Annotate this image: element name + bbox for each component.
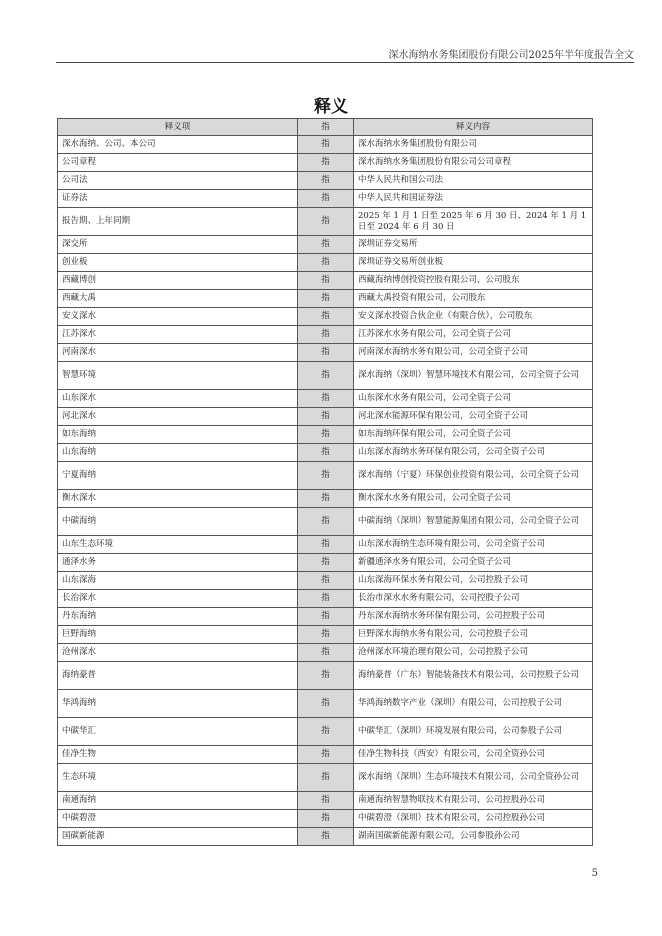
definition-cell: 西藏海纳博创投资控股有限公司，公司股东 (354, 272, 593, 290)
indicator-cell: 指 (298, 172, 354, 190)
indicator-cell: 指 (298, 344, 354, 362)
term-cell: 深交所 (58, 236, 298, 254)
definition-cell: 山东深海环保水务有限公司，公司控股子公司 (354, 572, 593, 590)
indicator-cell: 指 (298, 490, 354, 508)
table-header-row (58, 119, 593, 136)
term-cell: 宁夏海纳 (58, 462, 298, 490)
definition-cell: 山东深水海纳水务环保有限公司，公司全资子公司 (354, 444, 593, 462)
table-row (58, 508, 593, 536)
table-row (58, 590, 593, 608)
term-cell: 山东生态环境 (58, 536, 298, 554)
table-row (58, 810, 593, 828)
indicator-cell: 指 (298, 326, 354, 344)
definition-cell: 中华人民共和国公司法 (354, 172, 593, 190)
table-row (58, 444, 593, 462)
indicator-cell: 指 (298, 644, 354, 662)
definition-cell: 中碳海纳（深圳）智慧能源集团有限公司，公司全资子公司 (354, 508, 593, 536)
indicator-cell: 指 (298, 626, 354, 644)
indicator-cell: 指 (298, 272, 354, 290)
indicator-cell: 指 (298, 444, 354, 462)
indicator-cell: 指 (298, 308, 354, 326)
term-cell: 衡水深水 (58, 490, 298, 508)
table-row (58, 390, 593, 408)
term-cell: 如东海纳 (58, 426, 298, 444)
term-cell: 中碳海纳 (58, 508, 298, 536)
term-cell: 深水海纳、公司、本公司 (58, 136, 298, 154)
term-cell: 佳净生物 (58, 746, 298, 764)
indicator-cell: 指 (298, 572, 354, 590)
definition-cell: 深水海纳（深圳）智慧环境技术有限公司，公司全资子公司 (354, 362, 593, 390)
definition-cell: 江苏深水水务有限公司，公司全资子公司 (354, 326, 593, 344)
term-cell: 西藏博创 (58, 272, 298, 290)
indicator-cell: 指 (298, 608, 354, 626)
table-row (58, 792, 593, 810)
table-row (58, 644, 593, 662)
definition-cell: 深水海纳水务集团股份有限公司 (354, 136, 593, 154)
definition-cell: 深圳证券交易所创业板 (354, 254, 593, 272)
term-cell: 沧州深水 (58, 644, 298, 662)
table-row (58, 190, 593, 208)
definition-cell: 海纳豪普（广东）智能装备技术有限公司，公司控股子公司 (354, 662, 593, 690)
definition-cell: 深水海纳水务集团股份有限公司公司章程 (354, 154, 593, 172)
term-cell: 智慧环境 (58, 362, 298, 390)
table-row (58, 254, 593, 272)
indicator-cell: 指 (298, 746, 354, 764)
indicator-cell: 指 (298, 590, 354, 608)
term-cell: 山东深海 (58, 572, 298, 590)
definition-cell: 深水海纳（宁夏）环保创业投资有限公司，公司全资子公司 (354, 462, 593, 490)
page-header: 深水海纳水务集团股份有限公司2025年半年度报告全文 (388, 50, 634, 61)
definition-cell: 中碳碧澄（深圳）技术有限公司，公司控股孙公司 (354, 810, 593, 828)
table-row (58, 290, 593, 308)
indicator-cell: 指 (298, 764, 354, 792)
indicator-cell: 指 (298, 536, 354, 554)
definition-cell: 长治市深水水务有限公司，公司控股子公司 (354, 590, 593, 608)
term-cell: 长治深水 (58, 590, 298, 608)
term-cell: 山东深水 (58, 390, 298, 408)
column-header-term: 释义项 (58, 119, 298, 136)
table-row (58, 572, 593, 590)
table-row (58, 408, 593, 426)
definition-cell: 丹东深水海纳水务环保有限公司，公司控股子公司 (354, 608, 593, 626)
page-title: 释义 (314, 97, 348, 117)
column-header-indicator: 指 (298, 119, 354, 136)
table-row (58, 236, 593, 254)
indicator-cell: 指 (298, 690, 354, 718)
term-cell: 公司章程 (58, 154, 298, 172)
indicator-cell: 指 (298, 426, 354, 444)
definition-cell: 沧州深水环境治理有限公司，公司控股子公司 (354, 644, 593, 662)
indicator-cell: 指 (298, 792, 354, 810)
indicator-cell: 指 (298, 190, 354, 208)
definition-cell: 安义深水投资合伙企业（有限合伙），公司股东 (354, 308, 593, 326)
definition-cell: 佳净生物科技（西安）有限公司，公司全资孙公司 (354, 746, 593, 764)
definition-cell: 中华人民共和国证券法 (354, 190, 593, 208)
indicator-cell: 指 (298, 408, 354, 426)
indicator-cell: 指 (298, 362, 354, 390)
indicator-cell: 指 (298, 828, 354, 846)
indicator-cell: 指 (298, 718, 354, 746)
table-row (58, 554, 593, 572)
term-cell: 报告期、上年同期 (58, 208, 298, 236)
term-cell: 生态环境 (58, 764, 298, 792)
definition-cell: 新疆通泽水务有限公司，公司全资子公司 (354, 554, 593, 572)
definition-cell: 深水海纳（深圳）生态环境技术有限公司，公司全资孙公司 (354, 764, 593, 792)
table-row (58, 272, 593, 290)
term-cell: 巨野海纳 (58, 626, 298, 644)
definition-cell: 2025 年 1 月 1 日至 2025 年 6 月 30 日、2024 年 1 月 1 日至 2024 年 6 月 30 日 (354, 208, 593, 236)
indicator-cell: 指 (298, 290, 354, 308)
definition-cell: 南通海纳智慧物联技术有限公司，公司控股孙公司 (354, 792, 593, 810)
term-cell: 公司法 (58, 172, 298, 190)
term-cell: 海纳豪普 (58, 662, 298, 690)
indicator-cell: 指 (298, 810, 354, 828)
table-row (58, 828, 593, 846)
definitions-table (57, 118, 593, 846)
table-row (58, 362, 593, 390)
table-row (58, 136, 593, 154)
term-cell: 南通海纳 (58, 792, 298, 810)
definition-cell: 中碳华汇（深圳）环境发展有限公司，公司参股子公司 (354, 718, 593, 746)
indicator-cell: 指 (298, 462, 354, 490)
indicator-cell: 指 (298, 662, 354, 690)
definition-cell: 如东海纳环保有限公司，公司全资子公司 (354, 426, 593, 444)
table-row (58, 764, 593, 792)
definition-cell: 巨野深水海纳水务有限公司，公司控股子公司 (354, 626, 593, 644)
indicator-cell: 指 (298, 236, 354, 254)
definition-cell: 山东深水水务有限公司，公司全资子公司 (354, 390, 593, 408)
table-row (58, 172, 593, 190)
indicator-cell: 指 (298, 554, 354, 572)
column-header-definition: 释义内容 (354, 119, 593, 136)
definition-cell: 湖南国碳新能源有限公司，公司参股孙公司 (354, 828, 593, 846)
term-cell: 国碳新能源 (58, 828, 298, 846)
definition-cell: 河北深水能源环保有限公司，公司全资子公司 (354, 408, 593, 426)
indicator-cell: 指 (298, 154, 354, 172)
table-row (58, 536, 593, 554)
term-cell: 江苏深水 (58, 326, 298, 344)
term-cell: 中碳华汇 (58, 718, 298, 746)
table-row (58, 426, 593, 444)
term-cell: 中碳碧澄 (58, 810, 298, 828)
term-cell: 西藏大禹 (58, 290, 298, 308)
table-row (58, 662, 593, 690)
definition-cell: 山东深水海纳生态环境有限公司，公司全资子公司 (354, 536, 593, 554)
table-row (58, 462, 593, 490)
term-cell: 证券法 (58, 190, 298, 208)
page-number: 5 (591, 868, 598, 879)
table-row (58, 718, 593, 746)
indicator-cell: 指 (298, 208, 354, 236)
indicator-cell: 指 (298, 136, 354, 154)
table-row (58, 490, 593, 508)
term-cell: 通泽水务 (58, 554, 298, 572)
table-row (58, 344, 593, 362)
definition-cell: 华鸿海纳数字产业（深圳）有限公司，公司控股子公司 (354, 690, 593, 718)
term-cell: 河北深水 (58, 408, 298, 426)
term-cell: 创业板 (58, 254, 298, 272)
term-cell: 山东海纳 (58, 444, 298, 462)
definition-cell: 河南深水海纳水务有限公司，公司全资子公司 (354, 344, 593, 362)
table-row (58, 326, 593, 344)
definition-cell: 深圳证券交易所 (354, 236, 593, 254)
term-cell: 华鸿海纳 (58, 690, 298, 718)
term-cell: 丹东海纳 (58, 608, 298, 626)
indicator-cell: 指 (298, 254, 354, 272)
header-divider (56, 62, 634, 63)
indicator-cell: 指 (298, 390, 354, 408)
table-row (58, 626, 593, 644)
table-row (58, 608, 593, 626)
term-cell: 安义深水 (58, 308, 298, 326)
table-row (58, 746, 593, 764)
definition-cell: 西藏大禹投资有限公司，公司股东 (354, 290, 593, 308)
definition-cell: 衡水深水水务有限公司，公司全资子公司 (354, 490, 593, 508)
table-row (58, 308, 593, 326)
indicator-cell: 指 (298, 508, 354, 536)
term-cell: 河南深水 (58, 344, 298, 362)
table-row (58, 154, 593, 172)
table-row (58, 690, 593, 718)
table-row (58, 208, 593, 236)
